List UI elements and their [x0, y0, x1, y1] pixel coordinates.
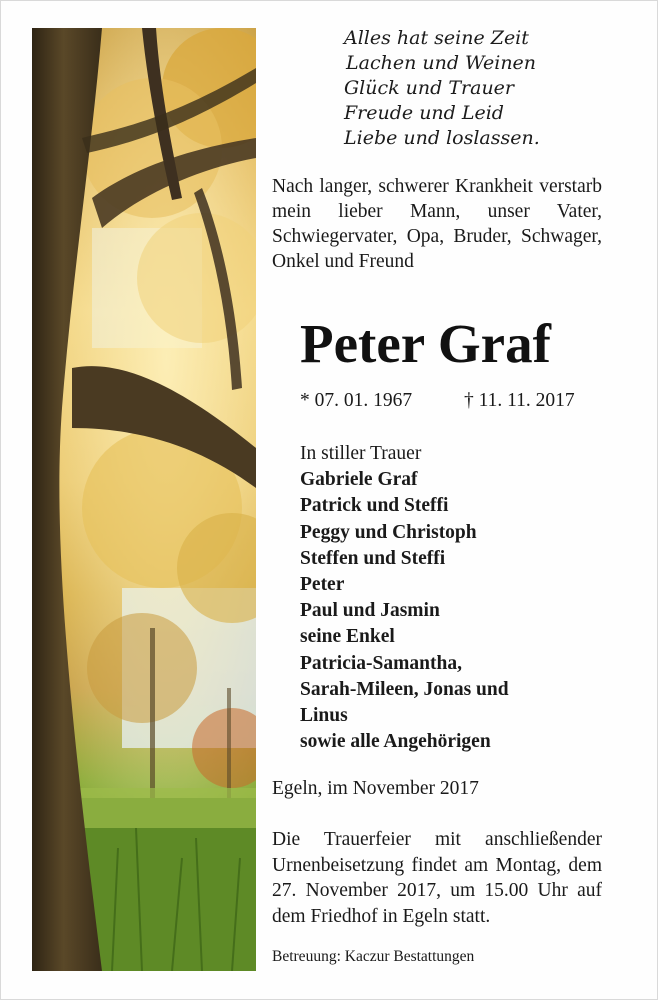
mourner-name: sowie alle Angehörigen	[300, 731, 491, 753]
funeral-service-info: Die Trauerfeier mit anschließender Urnenbeisetzung findet am Montag, dem 27. November 2017, um 15.00 Uhr auf dem Friedhof in Egeln statt.	[272, 829, 602, 927]
birth-date: * 07. 01. 1967	[300, 390, 413, 411]
autumn-tree-photo	[32, 28, 256, 971]
poem-line: Liebe und loslassen.	[344, 127, 540, 149]
tree-illustration	[32, 28, 256, 971]
poem-line: Lachen und Weinen	[346, 52, 537, 74]
mourner-name: Patrick und Steffi	[300, 495, 449, 517]
intro-text: Nach langer, schwerer Krankheit verstarb mein lieber Mann, unser Vater, Schwiegervater, Opa, Bruder, Schwager, Onkel und Freund	[272, 176, 602, 272]
funeral-home-credit: Betreuung: Kaczur Bestattungen	[272, 948, 475, 965]
poem-verse	[344, 26, 624, 151]
deceased-name: Peter Graf	[300, 313, 551, 374]
place-and-date: Egeln, im November 2017	[272, 778, 479, 799]
mourner-name: Sarah-Mileen, Jonas und	[300, 678, 509, 700]
mourner-name: Paul und Jasmin	[300, 600, 440, 622]
poem-line: Glück und Trauer	[344, 77, 515, 99]
poem-line: Freude und Leid	[344, 102, 504, 124]
mourner-name: Patricia-Samantha,	[300, 652, 462, 674]
mourning-lead: In stiller Trauer	[300, 443, 422, 464]
mourner-name: seine Enkel	[300, 626, 395, 648]
mourner-name: Steffen und Steffi	[300, 547, 446, 569]
mourners-list	[300, 441, 620, 755]
mourner-name: Gabriele Graf	[300, 469, 418, 491]
mourner-name: Peggy und Christoph	[300, 521, 477, 543]
death-date: † 11. 11. 2017	[464, 390, 575, 411]
mourner-name: Linus	[300, 705, 348, 727]
life-dates	[300, 388, 610, 414]
mourner-name: Peter	[300, 574, 345, 596]
poem-line: Alles hat seine Zeit	[344, 27, 529, 49]
